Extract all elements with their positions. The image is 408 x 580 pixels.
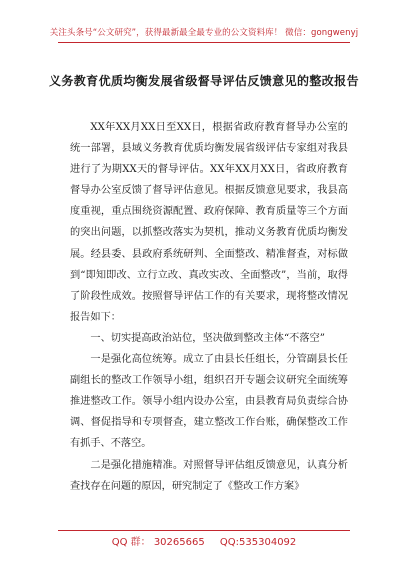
paragraph-point-two: 二是强化措施精准。对照督导评估组反馈意见，认真分析查找存在问题的原因，研究制定了《整改工作方案》 xyxy=(70,459,348,492)
paragraph-intro: XX年XX月XX日至XX日，根据省政府教育督导办公室的统一部署，县域义务教育优质均衡发展省级评估专家组对我县进行了为期XX天的督导评估。XX年XX月XX日，省政府教育督导办公室反馈了督导评估意见。根据反馈意见要求，我县高度重视，重点围绕资源配置、政府保障、教育质量等三个方面的突出问题，以抓整改落实为契机，推动义务教育优质均衡发展。经县委、县政府系统研判、全面整改、精准督查，对标做到“即知即改、立行立改、真改实改、全面整改”，当前，取得了阶段性成效。按照督导评估工作的有关要求，现将整改情况报告如下： xyxy=(70,122,348,323)
document-body xyxy=(70,117,348,497)
paragraph-point-one: 一是强化高位统筹。成立了由县长任组长，分管副县长任副组长的整改工作领导小组，组织召开专题会议研究全面统筹推进整改工作。领导小组内设办公室，由县教育局负责综合协调、督促指导和专项督查，建立整改工作台账，确保整改工作有抓手、不落空。 xyxy=(70,354,348,450)
header-note: 关注头条号“公文研究”，获得最新最全最专业的公文资料库！ 微信：gongwenyj xyxy=(49,28,359,38)
footer-divider xyxy=(58,530,350,531)
footer-qq-group: QQ 群： 30265665 xyxy=(111,537,205,548)
header-divider xyxy=(58,42,350,43)
paragraph-heading-one: 一、切实提高政治站位，坚决做到整改主体“不落空” xyxy=(90,332,325,344)
footer-qq-number: QQ:535304092 xyxy=(219,537,297,548)
document-title: 义务教育优质均衡发展省级督导评估反馈意见的整改报告 xyxy=(48,74,359,88)
footer-contact xyxy=(0,533,408,548)
